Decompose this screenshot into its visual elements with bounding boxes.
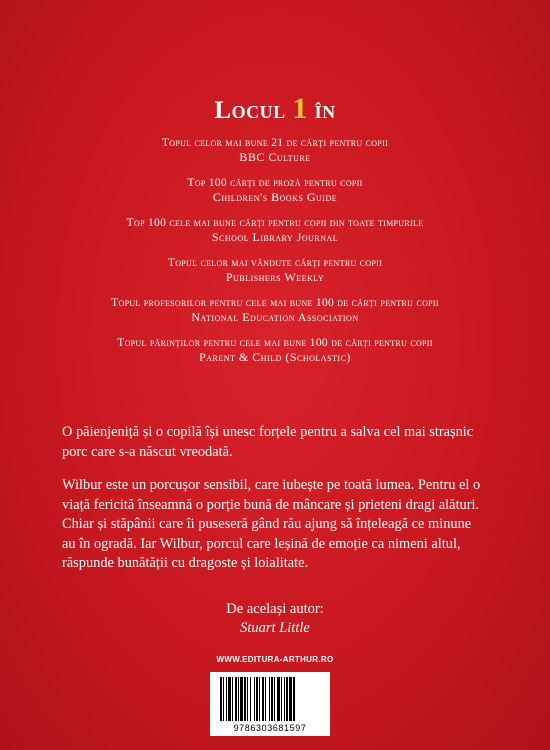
ranking-source: Publishers Weekly [225, 270, 325, 284]
barcode-stripe [281, 677, 282, 721]
ranking-source: BBC Culture [239, 150, 311, 164]
ranking-source: School Library Journal [211, 230, 339, 244]
barcode-stripe [274, 677, 275, 721]
rankings-list [0, 136, 550, 376]
heading-prefix: Locul [214, 97, 293, 124]
ranking-title: Topul profesorilor pentru cele mai bune 100 de cărți pentru copii [111, 297, 439, 309]
ranking-source: Children's Books Guide [212, 190, 338, 204]
author-note [0, 600, 550, 638]
ranking-title: Topul celor mai vândute cărți pentru copii [167, 257, 383, 269]
ranking-item [0, 336, 550, 365]
ranking-source: Parent & Child (Scholastic) [199, 350, 351, 364]
barcode-stripe [256, 677, 258, 721]
barcode-stripe [259, 677, 260, 721]
heading [0, 92, 550, 126]
ranking-item [0, 256, 550, 285]
barcode-stripe [289, 677, 292, 721]
barcode-stripe [262, 677, 264, 721]
barcode-stripe [240, 677, 243, 721]
ranking-item [0, 136, 550, 165]
barcode-stripe [286, 677, 288, 721]
barcode-stripe [271, 677, 273, 721]
isbn-barcode [210, 672, 330, 736]
barcode-stripe [235, 677, 237, 721]
barcode-stripe [232, 677, 233, 721]
barcode-stripe [226, 677, 227, 721]
barcode-stripe [244, 677, 246, 721]
heading-number: 1 [292, 92, 308, 125]
ranking-item [0, 296, 550, 325]
blurb-paragraph: O păienjeniță și o copilă își unesc forțele pentru a salva cel mai strașnic porc care s-a născut vreodată. [62, 424, 474, 460]
ranking-title: Top 100 cele mai bune cărți pentru copii din toate timpurile [126, 217, 424, 229]
barcode-stripe [223, 677, 224, 721]
book-blurb [62, 423, 482, 588]
ranking-item [0, 176, 550, 205]
barcode-stripe [247, 677, 248, 721]
isbn-number: 9786303681597 [233, 723, 307, 733]
barcode-stripe [269, 677, 270, 721]
barcode-stripe [265, 677, 266, 721]
barcode-stripe [238, 677, 239, 721]
barcode-stripe [277, 677, 280, 721]
publisher-website: WWW.EDITURA-ARTHUR.RO [216, 655, 334, 664]
barcode-stripe [220, 677, 222, 721]
barcode-stripe [293, 677, 295, 721]
ranking-title: Topul celor mai bune 21 de cărți pentru copii [161, 137, 389, 149]
author-note-label: De același autor: [226, 601, 324, 617]
barcode-stripe [250, 677, 251, 721]
barcode-stripe [284, 677, 285, 721]
heading-suffix: în [307, 97, 336, 124]
ranking-source: National Education Association [191, 310, 359, 324]
blurb-paragraph: Wilbur este un porcușor sensibil, care iubește pe toată lumea. Pentru el o viață fericită înseamnă o porție bună de mâncare și prieteni dragi alături. Chiar și stăpânii care îi puseseră gând rău ajung să înțeleagă ce minune au în ogradă. Iar Wilbur, porcul care leșină de emoție ca nimeni altul, răspunde bunătății cu dragoste și loialitate. [62, 477, 481, 571]
ranking-title: Top 100 cărți de proză pentru copii [187, 177, 363, 189]
barcode-icon [220, 677, 320, 721]
ranking-title: Topul părinților pentru cele mai bune 100 de cărți pentru copii [117, 337, 433, 349]
ranking-item [0, 216, 550, 245]
barcode-stripe [254, 677, 255, 721]
barcode-stripe [228, 677, 231, 721]
author-note-book: Stuart Little [240, 620, 310, 636]
